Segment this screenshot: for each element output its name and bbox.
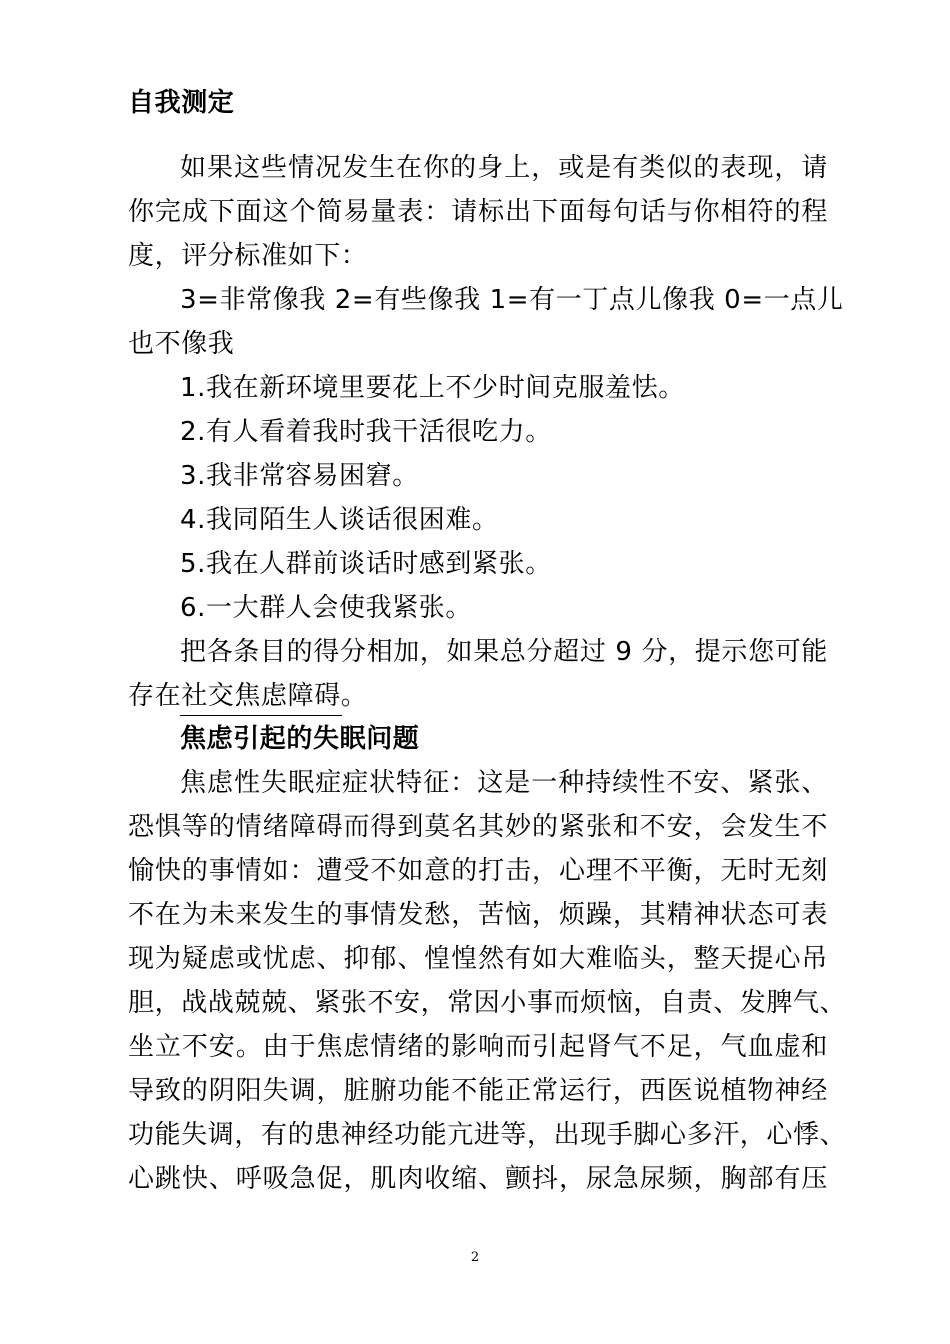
intro-line-1: 如果这些情况发生在你的身上，或是有类似的表现，请	[180, 153, 828, 183]
body-line-1: 焦虑性失眠症症状特征：这是一种持续性不安、紧张、	[180, 768, 828, 798]
score-line-1: 把各条目的得分相加，如果总分超过 9 分，提示您可能	[180, 637, 828, 667]
scale-line-2: 也不像我	[128, 329, 235, 359]
page-title: 自我测定	[128, 88, 235, 118]
list-item: 5.我在人群前谈话时感到紧张。	[180, 549, 552, 579]
heading-rule	[180, 715, 342, 716]
body-line-4: 不在为未来发生的事情发愁，苦恼，烦躁，其精神状态可表	[128, 900, 828, 930]
intro-line-3: 度，评分标准如下：	[128, 241, 368, 271]
section-heading: 焦虑引起的失眠问题	[180, 724, 420, 754]
body-line-3: 愉快的事情如：遭受不如意的打击，心理不平衡，无时无刻	[128, 856, 828, 886]
score-line-2: 存在社交焦虑障碍。	[128, 681, 368, 711]
body-line-2: 恐惧等的情绪障碍而得到莫名其妙的紧张和不安，会发生不	[128, 812, 828, 842]
body-line-8: 导致的阴阳失调，脏腑功能不能正常运行，西医说植物神经	[128, 1076, 828, 1106]
list-item: 1.我在新环境里要花上不少时间克服羞怯。	[180, 373, 685, 403]
list-item: 3.我非常容易困窘。	[180, 461, 419, 491]
list-item: 4.我同陌生人谈话很困难。	[180, 505, 499, 535]
body-line-7: 坐立不安。由于焦虑情绪的影响而引起肾气不足，气血虚和	[128, 1032, 828, 1062]
intro-line-2: 你完成下面这个简易量表：请标出下面每句话与你相符的程	[128, 197, 828, 227]
body-line-9: 功能失调，有的患神经功能亢进等，出现手脚心多汗，心悸、	[128, 1120, 847, 1150]
scale-line-1: 3=非常像我 2=有些像我 1=有一丁点儿像我 0=一点儿	[180, 285, 844, 315]
list-item: 2.有人看着我时我干活很吃力。	[180, 417, 552, 447]
body-line-6: 胆，战战兢兢、紧张不安，常因小事而烦恼，自责、发脾气、	[128, 988, 847, 1018]
list-item: 6.一大群人会使我紧张。	[180, 593, 473, 623]
page-number: 2	[470, 1250, 480, 1265]
body-line-5: 现为疑虑或忧虑、抑郁、惶惶然有如大难临头，整天提心吊	[128, 944, 828, 974]
body-line-10: 心跳快、呼吸急促，肌肉收缩、颤抖，尿急尿频，胸部有压	[128, 1164, 828, 1194]
